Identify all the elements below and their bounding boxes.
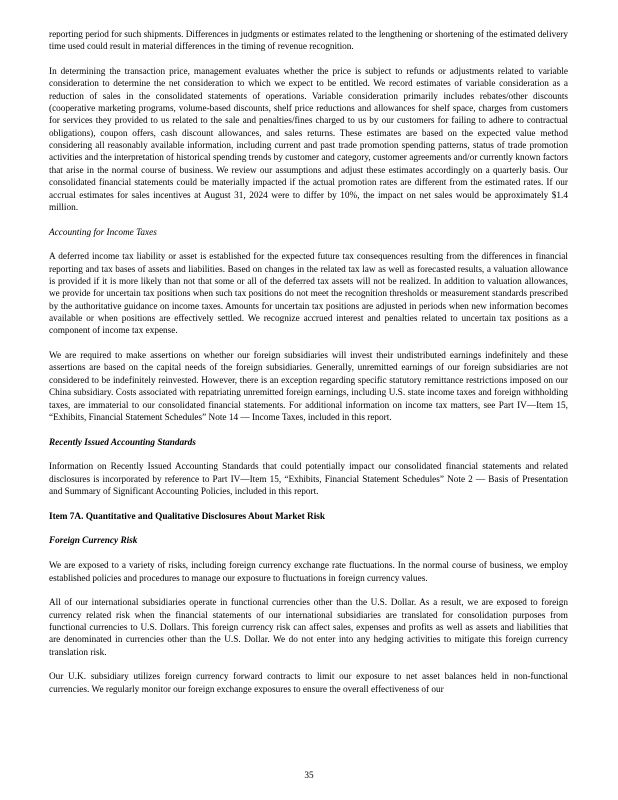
page-number: 35 [304, 770, 314, 781]
continuation-paragraph-revenue-recognition: reporting period for such shipments. Differences in judgments or estimates related to the lengthening or shortening of the estimated delivery time used could result in material differences in the timing of revenue recognition. [49, 30, 568, 53]
paragraph-international-subsidiaries-translation: All of our international subsidiaries operate in functional currencies other than the U.S. Dollar. As a result, we are exposed to foreign currency related risk when the financial statements of our international subsidiaries are translated for consolidation purposes from functional currencies to U.S. Dollars. This foreign currency risk can affect sales, expenses and profits as well as assets and liabilities that are denominated in currencies other than the U.S. Dollar. We do not enter into any hedging activities to mitigate this foreign currency translation risk. [49, 598, 568, 658]
section-heading-foreign-currency-risk: Foreign Currency Risk [49, 536, 138, 547]
paragraph-uk-subsidiary-forward-contracts: Our U.K. subsidiary utilizes foreign currency forward contracts to limit our exposure to net asset balances held in non-functional currencies. We regularly monitor our foreign exchange exposures to ensure the overall effectiveness of our [49, 672, 568, 695]
section-heading-recently-issued-accounting-standards: Recently Issued Accounting Standards [49, 437, 196, 448]
paragraph-recently-issued-standards: Information on Recently Issued Accounting Standards that could potentially impact our consolidated financial statements and related disclosures is incorporated by reference to Part IV—Item 15, “Exhibits, Financial Statement Schedules” Note 2 — Basis of Presentation and Summary of Significant Accounting Policies, included in this report. [49, 462, 568, 497]
paragraph-deferred-income-tax: A deferred income tax liability or asset is established for the expected future tax consequences resulting from the differences in financial reporting and tax bases of assets and liabilities. Based on changes in the related tax law as well as forecasted results, a valuation allowance is provided if it is more likely than not that some or all of the deferred tax assets will not be realized. In addition to valuation allowances, we provide for uncertain tax positions when such tax positions do not meet the recognition thresholds or measurement standards prescribed by the authoritative guidance on income taxes. Amounts for uncertain tax positions are adjusted in periods when new information becomes available or when positions are effectively settled. We recognize accrued interest and penalties related to uncertain tax positions as a component of income tax expense. [49, 252, 568, 337]
page-content [49, 29, 568, 696]
paragraph-foreign-subsidiaries-earnings: We are required to make assertions on whether our foreign subsidiaries will invest their undistributed earnings indefinitely and these assertions are based on the capital needs of the foreign subsidiaries. Generally, unremitted earnings of our foreign subsidiaries are not considered to be indefinitely reinvested. However, there is an exception regarding specific statutory remittance restrictions imposed on our China subsidiary. Costs associated with repatriating unremitted foreign earnings, including U.S. state income taxes and foreign withholding taxes, are immaterial to our consolidated financial statements. For additional information on income tax matters, see Part IV—Item 15, “Exhibits, Financial Statement Schedules” Note 14 — Income Taxes, included in this report. [49, 351, 568, 423]
section-heading-accounting-for-income-taxes: Accounting for Income Taxes [49, 227, 157, 238]
section-heading-item-7a-market-risk: Item 7A. Quantitative and Qualitative Disclosures About Market Risk [49, 511, 326, 522]
paragraph-transaction-price: In determining the transaction price, management evaluates whether the price is subject to refunds or adjustments related to variable consideration to determine the net consideration to which we expect to be entitled. We record estimates of variable consideration as a reduction of sales in the consolidated statements of operations. Variable consideration primarily includes rebates/other discounts (cooperative marketing programs, volume-based discounts, shelf price reductions and allowances for shelf space, charges from customers for services they provided to us related to the sale and penalties/fines charged to us by our customers for failing to adhere to contractual obligations), coupon offers, cash discount allowances, and sales returns. These estimates are based on the expected value method considering all reasonably available information, including current and past trade promotion spending patterns, status of trade promotion activities and the interpretation of historical spending trends by customer and category, customer agreements and/or currently known factors that arise in the normal course of business. We review our assumptions and adjust these estimates accordingly on a quarterly basis. Our consolidated financial statements could be materially impacted if the actual promotion rates are different from the estimated rates. If our accrual estimates for sales incentives at August 31, 2024 were to differ by 10%, the impact on net sales would be approximately $1.4 million. [49, 67, 568, 213]
paragraph-variety-of-risks: We are exposed to a variety of risks, including foreign currency exchange rate fluctuations. In the normal course of business, we employ established policies and procedures to manage our exposure to fluctuations in foreign currency values. [49, 561, 568, 584]
